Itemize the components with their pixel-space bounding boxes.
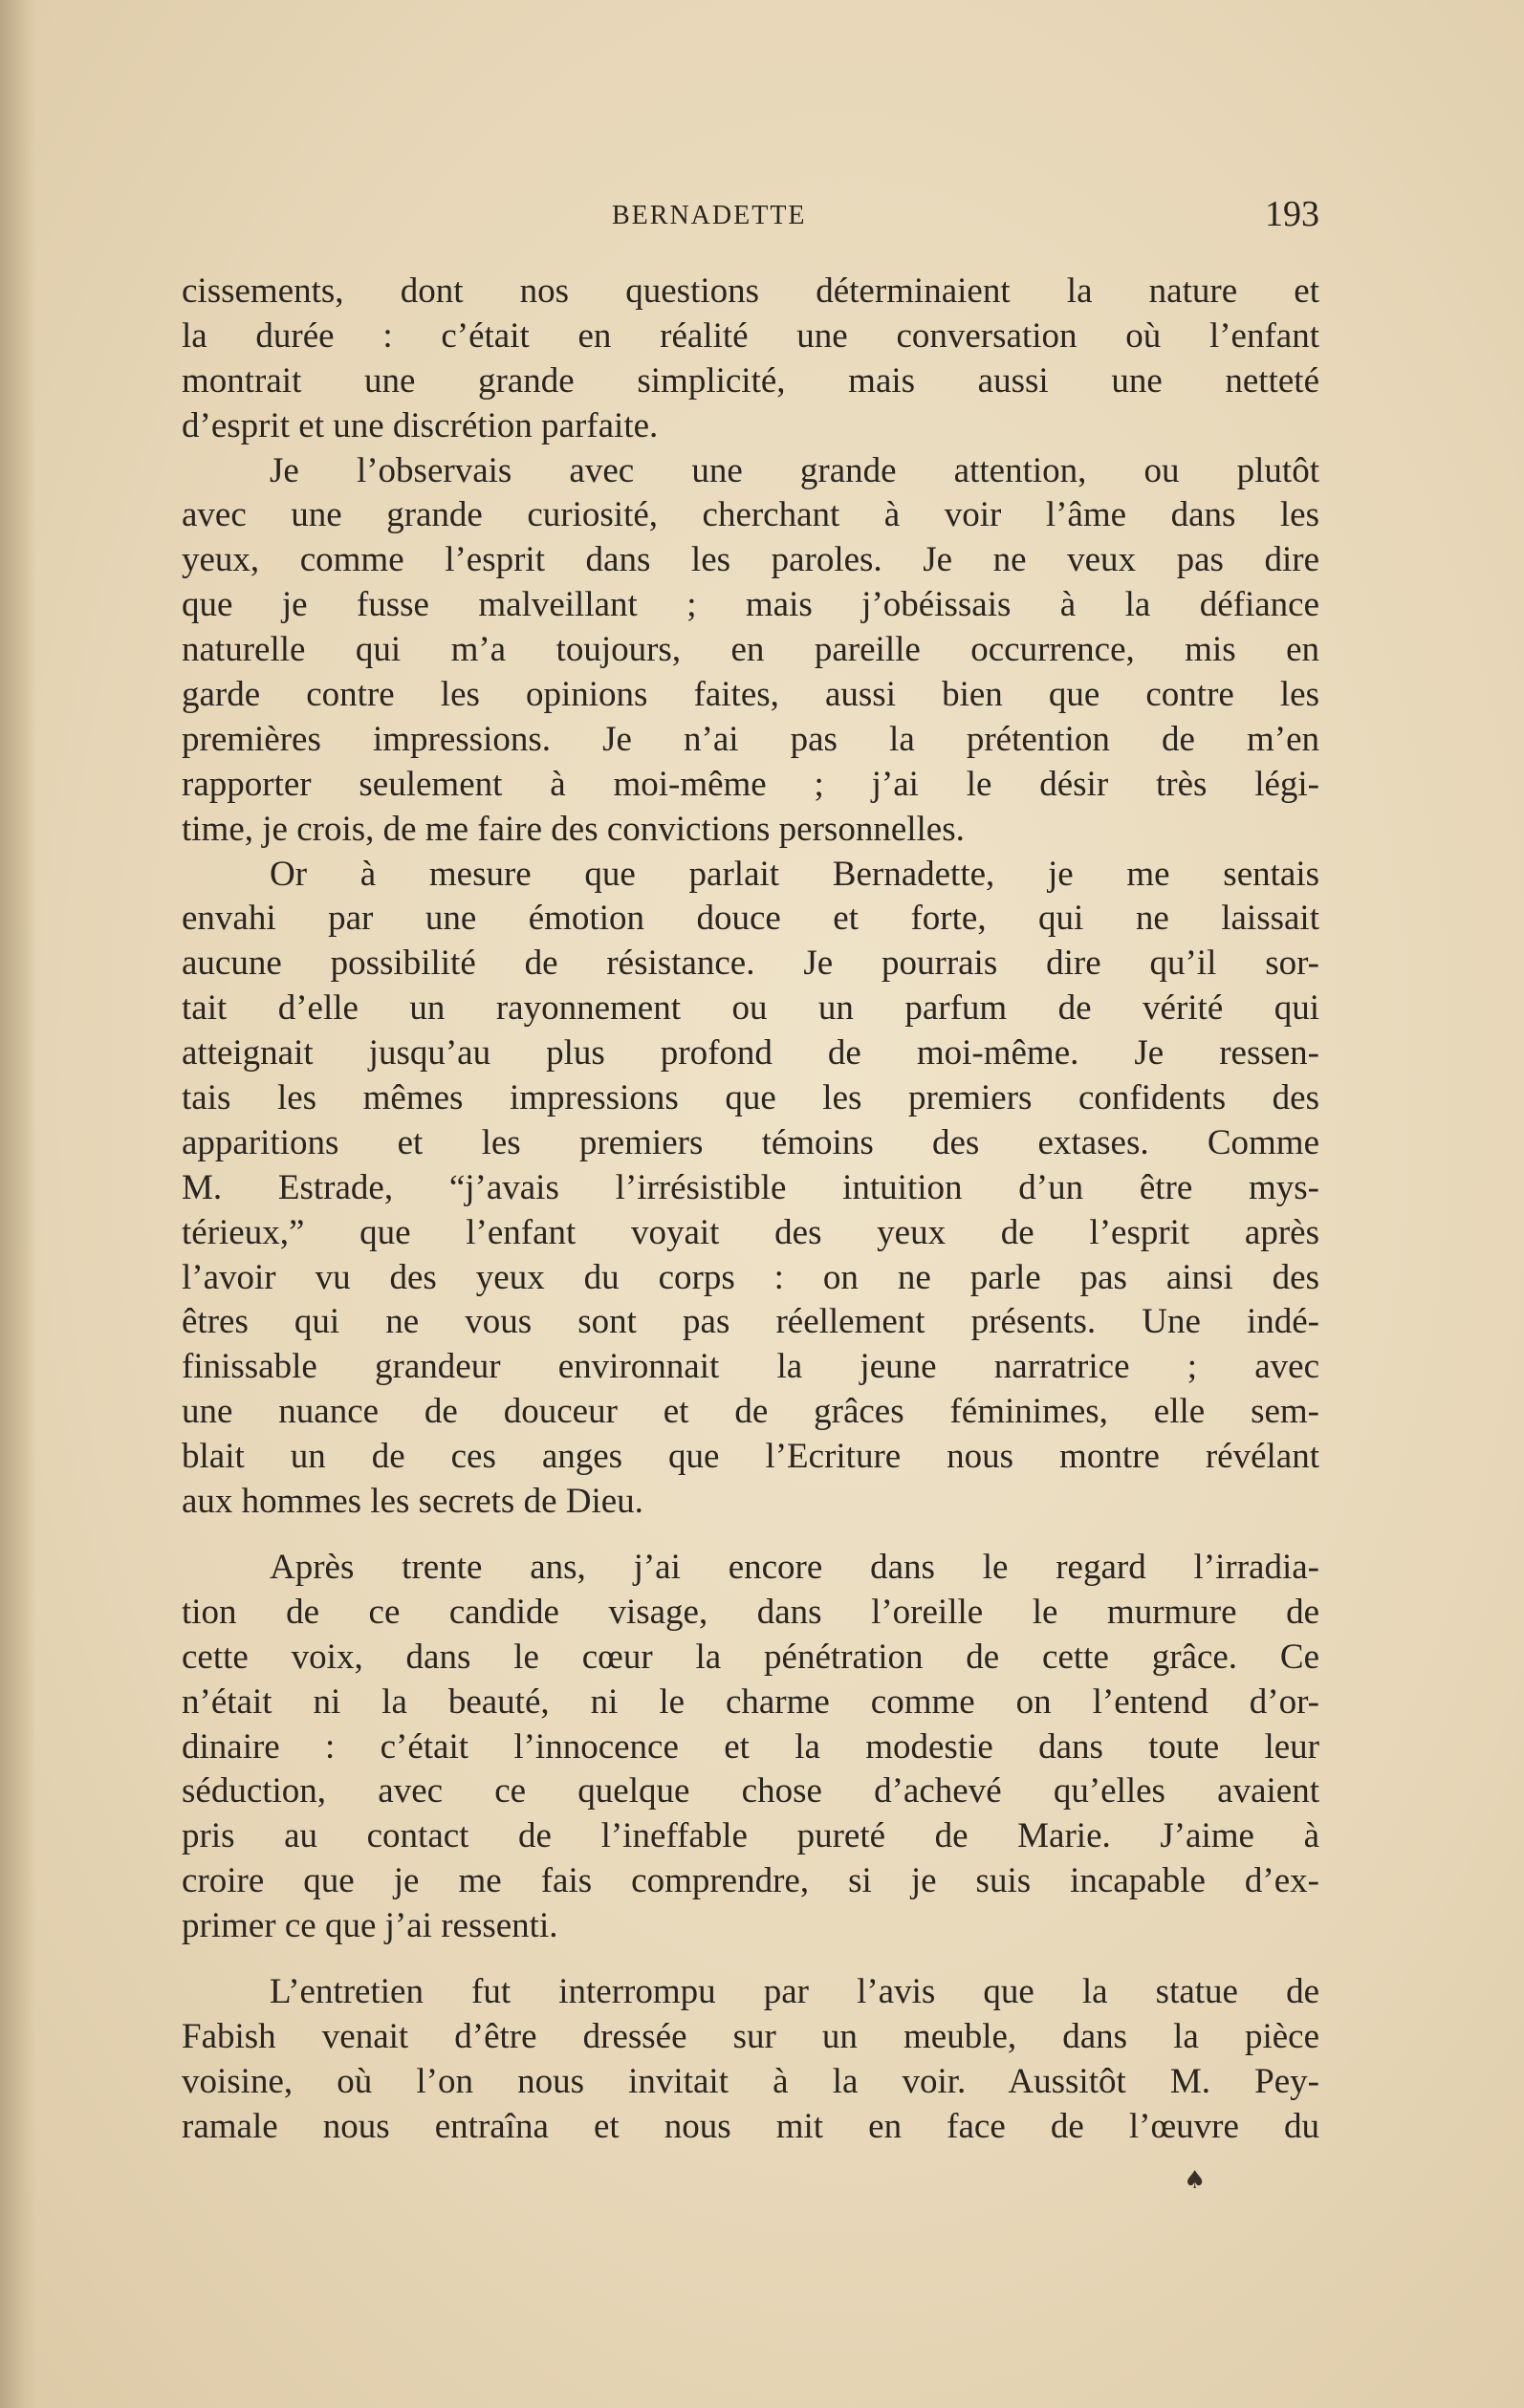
page-header xyxy=(182,194,1319,239)
text-line: que je fusse malveillant ; mais j’obéissais à la défiance xyxy=(182,585,1319,625)
text-line: naturelle qui m’a toujours, en pareille occurrence, mis en xyxy=(182,630,1319,670)
text-line: blait un de ces anges que l’Ecriture nous montre révélant xyxy=(182,1437,1319,1477)
text-line: yeux, comme l’esprit dans les paroles. Je ne veux pas dire xyxy=(182,540,1319,580)
text-line: rapporter seulement à moi-même ; j’ai le désir très légi- xyxy=(182,764,1319,804)
text-line: cissements, dont nos questions déterminaient la nature et xyxy=(182,271,1319,311)
printer-ornament: ♠ xyxy=(1184,2166,1207,2195)
text-line: tais les mêmes impressions que les premiers confidents des xyxy=(182,1078,1319,1118)
body-text xyxy=(182,270,1319,2150)
text-line: Je l’observais avec une grande attention, ou plutôt xyxy=(270,450,1319,490)
paragraph-gap xyxy=(182,1949,1319,1970)
text-line: M. Estrade, “j’avais l’irrésistible intuition d’un être mys- xyxy=(182,1167,1319,1207)
text-line: avec une grande curiosité, cherchant à voir l’âme dans les xyxy=(182,495,1319,535)
text-line: aux hommes les secrets de Dieu. xyxy=(182,1482,643,1522)
text-line: térieux,” que l’enfant voyait des yeux de l’esprit après xyxy=(182,1212,1319,1252)
text-line: envahi par une émotion douce et forte, qui ne laissait xyxy=(182,899,1319,939)
text-line: êtres qui ne vous sont pas réellement présents. Une indé- xyxy=(182,1302,1319,1342)
text-line: la durée : c’était en réalité une conversation où l’enfant xyxy=(182,315,1319,356)
paragraph xyxy=(182,270,1319,449)
running-title: BERNADETTE xyxy=(612,201,807,230)
text-line: primer ce que j’ai ressenti. xyxy=(182,1906,558,1946)
text-line: aucune possibilité de résistance. Je pourrais dire qu’il sor- xyxy=(182,944,1319,984)
paragraph xyxy=(182,1546,1319,1949)
text-line: tait d’elle un rayonnement ou un parfum de vérité qui xyxy=(182,988,1319,1029)
text-line: apparitions et les premiers témoins des extases. Comme xyxy=(182,1122,1319,1162)
text-line: dinaire : c’était l’innocence et la modestie dans toute leur xyxy=(182,1726,1319,1767)
text-line: cette voix, dans le cœur la pénétration de cette grâce. Ce xyxy=(182,1637,1319,1677)
text-line: ramale nous entraîna et nous mit en face de l’œuvre du xyxy=(182,2106,1319,2146)
paragraph xyxy=(182,853,1319,1525)
text-line: atteignait jusqu’au plus profond de moi-même. Je ressen- xyxy=(182,1033,1319,1074)
text-line: premières impressions. Je n’ai pas la prétention de m’en xyxy=(182,719,1319,759)
text-line: montrait une grande simplicité, mais aussi une netteté xyxy=(182,360,1319,401)
text-line: tion de ce candide visage, dans l’oreille le murmure de xyxy=(182,1592,1319,1632)
text-line: séduction, avec ce quelque chose d’achevé qu’elles avaient xyxy=(182,1771,1319,1811)
text-line: Or à mesure que parlait Bernadette, je me sentais xyxy=(270,854,1319,894)
text-line: Après trente ans, j’ai encore dans le regard l’irradia- xyxy=(270,1547,1319,1587)
text-line: n’était ni la beauté, ni le charme comme on l’entend d’or- xyxy=(182,1681,1319,1722)
paragraph-gap xyxy=(182,1525,1319,1546)
text-line: pris au contact de l’ineffable pureté de Marie. J’aime à xyxy=(182,1816,1319,1856)
page-gutter-shadow xyxy=(0,0,36,2408)
text-line: croire que je me fais comprendre, si je suis incapable d’ex- xyxy=(182,1861,1319,1901)
text-line: L’entretien fut interrompu par l’avis que la statue de xyxy=(270,1971,1319,2011)
paragraph xyxy=(182,449,1319,853)
page-number: 193 xyxy=(1265,194,1319,234)
text-line: une nuance de douceur et de grâces féminimes, elle sem- xyxy=(182,1392,1319,1432)
text-line: Fabish venait d’être dressée sur un meuble, dans la pièce xyxy=(182,2016,1319,2056)
text-line: time, je crois, de me faire des convictions personnelles. xyxy=(182,809,965,849)
text-line: garde contre les opinions faites, aussi bien que contre les xyxy=(182,675,1319,715)
paragraph xyxy=(182,1970,1319,2150)
text-line: finissable grandeur environnait la jeune narratrice ; avec xyxy=(182,1347,1319,1387)
text-line: l’avoir vu des yeux du corps : on ne parle pas ainsi des xyxy=(182,1257,1319,1297)
text-line: d’esprit et une discrétion parfaite. xyxy=(182,405,659,445)
text-line: voisine, où l’on nous invitait à la voir. Aussitôt M. Pey- xyxy=(182,2061,1319,2101)
